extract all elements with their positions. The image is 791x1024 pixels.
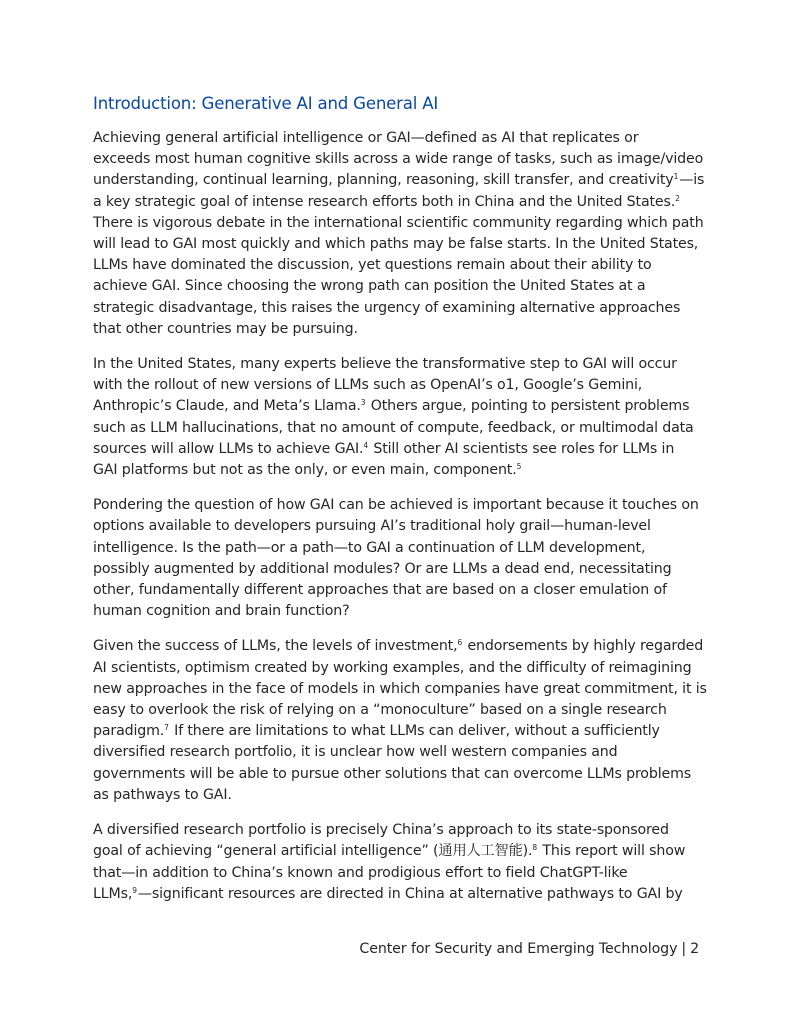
text-segment: possibly augmented by additional modules? Or are LLMs a dead end, necessitating: [93, 560, 672, 577]
text-line: [93, 764, 699, 785]
text-segment: In the United States, many experts believe the transformative step to GAI will occur: [93, 356, 677, 373]
text-line: [93, 298, 699, 319]
text-line: [93, 170, 705, 191]
section-heading: Introduction: Generative AI and General AI: [93, 94, 439, 113]
text-segment: exceeds most human cognitive skills across a wide range of tasks, such as image/video: [93, 151, 704, 168]
text-line: [93, 580, 699, 601]
text-segment: other, fundamentally different approaches that are based on a closer emulation of: [93, 582, 667, 599]
footnote-ref[interactable]: 5: [516, 462, 522, 472]
text-segment: achieve GAI. Since choosing the wrong path can position the United States at a: [93, 278, 646, 295]
text-line: [93, 742, 699, 763]
footnote-ref[interactable]: 2: [675, 193, 680, 203]
text-segment: goal of achieving “general artificial intelligence” (通用人工智能).: [93, 843, 533, 860]
text-segment: easy to overlook the risk of relying on a “monoculture” based on a single research: [93, 702, 667, 719]
text-line: [93, 785, 699, 806]
text-line: [93, 149, 704, 170]
text-line: [93, 319, 699, 340]
text-segment: diversified research portfolio, it is unclear how well western companies and: [93, 744, 618, 761]
text-line: [93, 516, 699, 537]
text-segment: a key strategic goal of intense research efforts both in China and the United States.: [93, 193, 676, 210]
footnote-ref[interactable]: 3: [360, 398, 366, 408]
text-segment: Given the success of LLMs, the levels of investment,: [93, 638, 458, 655]
paragraph: [93, 495, 699, 622]
text-line: [93, 418, 699, 439]
text-line: [93, 700, 699, 721]
paragraph: [93, 636, 707, 806]
text-segment: human cognition and brain function?: [93, 603, 350, 620]
text-segment: with the rollout of new versions of LLMs such as OpenAI’s o1, Google’s Gemini,: [93, 377, 643, 394]
paragraph: [93, 354, 699, 481]
text-segment: Achieving general artificial intelligence or GAI—defined as AI that replicates or: [93, 130, 639, 146]
text-segment: such as LLM hallucinations, that no amount of compute, feedback, or multimodal data: [93, 419, 694, 436]
text-line: [93, 234, 699, 255]
body-text: [93, 128, 707, 905]
footnote-ref[interactable]: 7: [164, 723, 169, 733]
text-segment: that other countries may be pursuing.: [93, 320, 358, 337]
text-segment: sources will allow LLMs to achieve GAI.: [93, 440, 364, 457]
text-segment: endorsements by highly regarded: [463, 638, 704, 655]
page-footer: [359, 938, 699, 960]
text-line: [93, 396, 699, 417]
text-segment: paradigm.: [93, 723, 165, 740]
text-segment: options available to developers pursuing AI’s traditional holy grail—human-level: [93, 518, 651, 535]
text-segment: GAI platforms but not as the only, or even main, component.: [93, 462, 517, 479]
text-segment: —significant resources are directed in China at alternative pathways to GAI by: [137, 885, 683, 902]
text-segment: LLMs have dominated the discussion, yet questions remain about their ability to: [93, 257, 652, 274]
text-line: [93, 601, 699, 622]
text-segment: This report will show: [538, 843, 686, 860]
footer-separator: |: [681, 941, 687, 957]
text-line: [93, 636, 704, 657]
page-content: [93, 92, 707, 919]
text-segment: as pathways to GAI.: [93, 786, 232, 803]
text-line: [93, 679, 707, 700]
text-segment: There is vigorous debate in the international scientific community regarding which path: [93, 214, 704, 231]
paragraph: [93, 820, 699, 905]
text-segment: new approaches in the face of models in which companies have great commitment, it is: [93, 680, 707, 697]
page-number: 2: [690, 941, 699, 957]
text-line: [93, 213, 704, 234]
text-segment: will lead to GAI most quickly and which paths may be false starts. In the United States,: [93, 236, 699, 253]
text-segment: governments will be able to pursue other solutions that can overcome LLMs problems: [93, 765, 691, 782]
text-line: [93, 375, 699, 396]
text-segment: Still other AI scientists see roles for LLMs in: [369, 440, 675, 457]
text-line: [93, 255, 699, 276]
text-line: [93, 439, 699, 460]
footnote-ref[interactable]: 9: [132, 885, 137, 895]
text-segment: strategic disadvantage, this raises the urgency of examining alternative approaches: [93, 299, 681, 316]
text-segment: understanding, continual learning, planning, reasoning, skill transfer, and creativity: [93, 172, 674, 189]
text-line: [93, 495, 699, 516]
text-segment: Anthropic’s Claude, and Meta’s Llama.: [93, 398, 361, 415]
text-segment: intelligence. Is the path—or a path—to GAI a continuation of LLM development,: [93, 539, 646, 556]
paragraph: [93, 128, 705, 340]
text-line: [93, 192, 699, 213]
text-segment: AI scientists, optimism created by working examples, and the difficulty of reimagining: [93, 659, 692, 676]
text-line: [93, 128, 699, 149]
text-line: [93, 354, 699, 375]
text-line: [93, 538, 699, 559]
text-segment: If there are limitations to what LLMs can deliver, without a sufficiently: [169, 723, 660, 740]
text-segment: A diversified research portfolio is precisely China’s approach to its state-sponsored: [93, 822, 669, 839]
footer-org-name: Center for Security and Emerging Technology: [359, 941, 678, 957]
text-line: [93, 820, 699, 841]
footnote-ref[interactable]: 8: [532, 843, 538, 853]
text-line: [93, 276, 699, 297]
text-segment: Others argue, pointing to persistent problems: [366, 398, 690, 415]
text-segment: LLMs,: [93, 885, 133, 902]
footnote-ref[interactable]: 6: [457, 638, 463, 648]
text-line: [93, 721, 699, 742]
text-line: [93, 460, 699, 481]
text-line: [93, 863, 699, 884]
text-line: [93, 884, 699, 905]
text-line: [93, 658, 699, 679]
text-line: [93, 559, 699, 580]
footnote-ref[interactable]: 4: [363, 440, 368, 450]
text-line: [93, 841, 699, 862]
text-segment: Pondering the question of how GAI can be achieved is important because it touches on: [93, 497, 699, 514]
text-segment: —is: [679, 172, 705, 189]
text-segment: that—in addition to China’s known and prodigious effort to field ChatGPT-like: [93, 864, 628, 881]
footnote-ref[interactable]: 1: [673, 172, 679, 182]
